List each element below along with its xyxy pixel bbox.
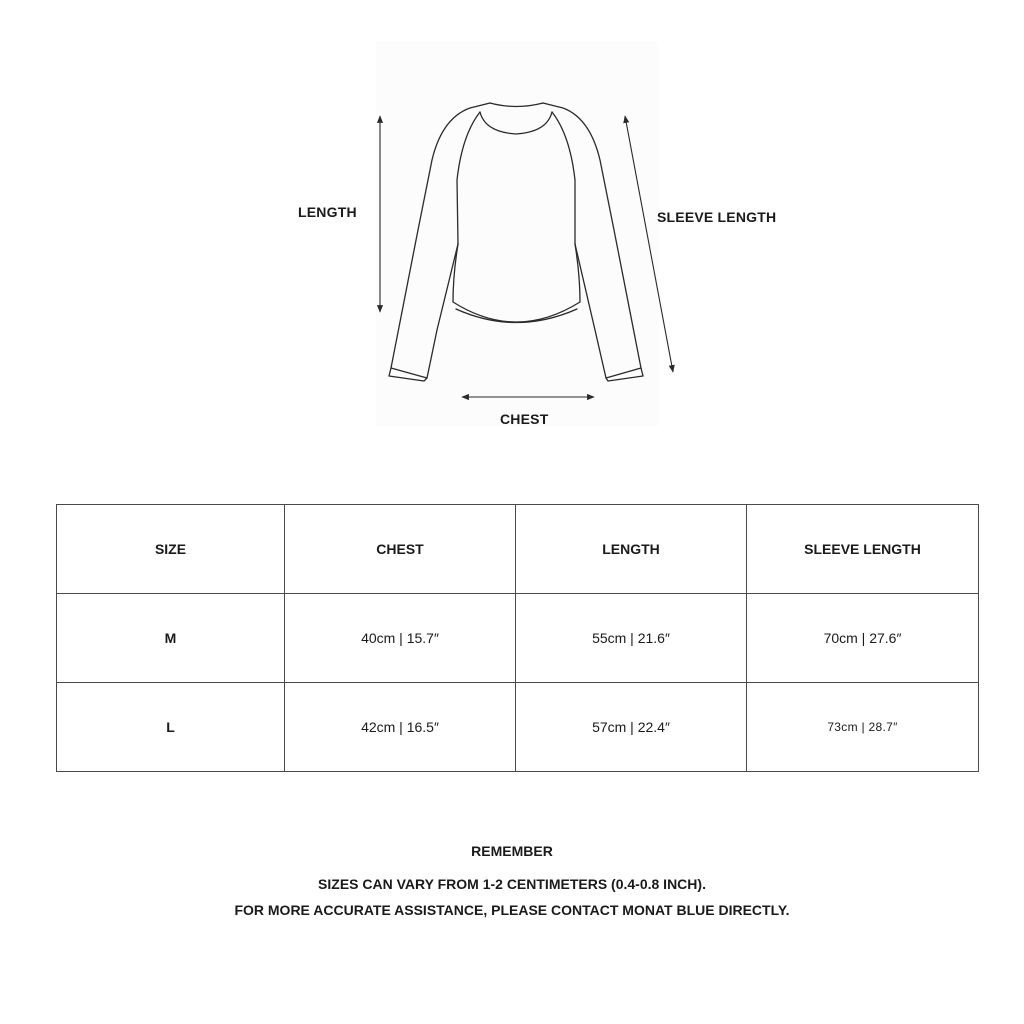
size-cell: L xyxy=(57,683,285,772)
header-size: SIZE xyxy=(57,505,285,594)
length-cell: 55cm | 21.6″ xyxy=(516,594,747,683)
shirt-diagram xyxy=(0,0,1024,460)
size-cell: M xyxy=(57,594,285,683)
table-row xyxy=(57,594,979,683)
sleeve-length-arrow xyxy=(625,116,673,372)
size-variance-note: SIZES CAN VARY FROM 1-2 CENTIMETERS (0.4-0.8 INCH). xyxy=(318,876,706,892)
header-sleeve-length: SLEEVE LENGTH xyxy=(747,505,979,594)
remember-heading: REMEMBER xyxy=(471,843,553,859)
chest-cell: 40cm | 15.7″ xyxy=(285,594,516,683)
dimension-arrows xyxy=(380,116,673,397)
length-label: LENGTH xyxy=(298,204,357,220)
table-header-row xyxy=(57,505,979,594)
length-cell: 57cm | 22.4″ xyxy=(516,683,747,772)
header-chest: CHEST xyxy=(285,505,516,594)
size-chart-table xyxy=(56,504,979,772)
sleeve-length-cell: 73cm | 28.7″ xyxy=(747,683,979,772)
table-row xyxy=(57,683,979,772)
sleeve-length-cell: 70cm | 27.6″ xyxy=(747,594,979,683)
contact-note: FOR MORE ACCURATE ASSISTANCE, PLEASE CONTACT MONAT BLUE DIRECTLY. xyxy=(234,902,790,918)
header-length: LENGTH xyxy=(516,505,747,594)
shirt-outline-icon xyxy=(389,103,643,381)
chest-label: CHEST xyxy=(500,411,549,427)
chest-cell: 42cm | 16.5″ xyxy=(285,683,516,772)
sleeve-length-label: SLEEVE LENGTH xyxy=(657,209,777,225)
